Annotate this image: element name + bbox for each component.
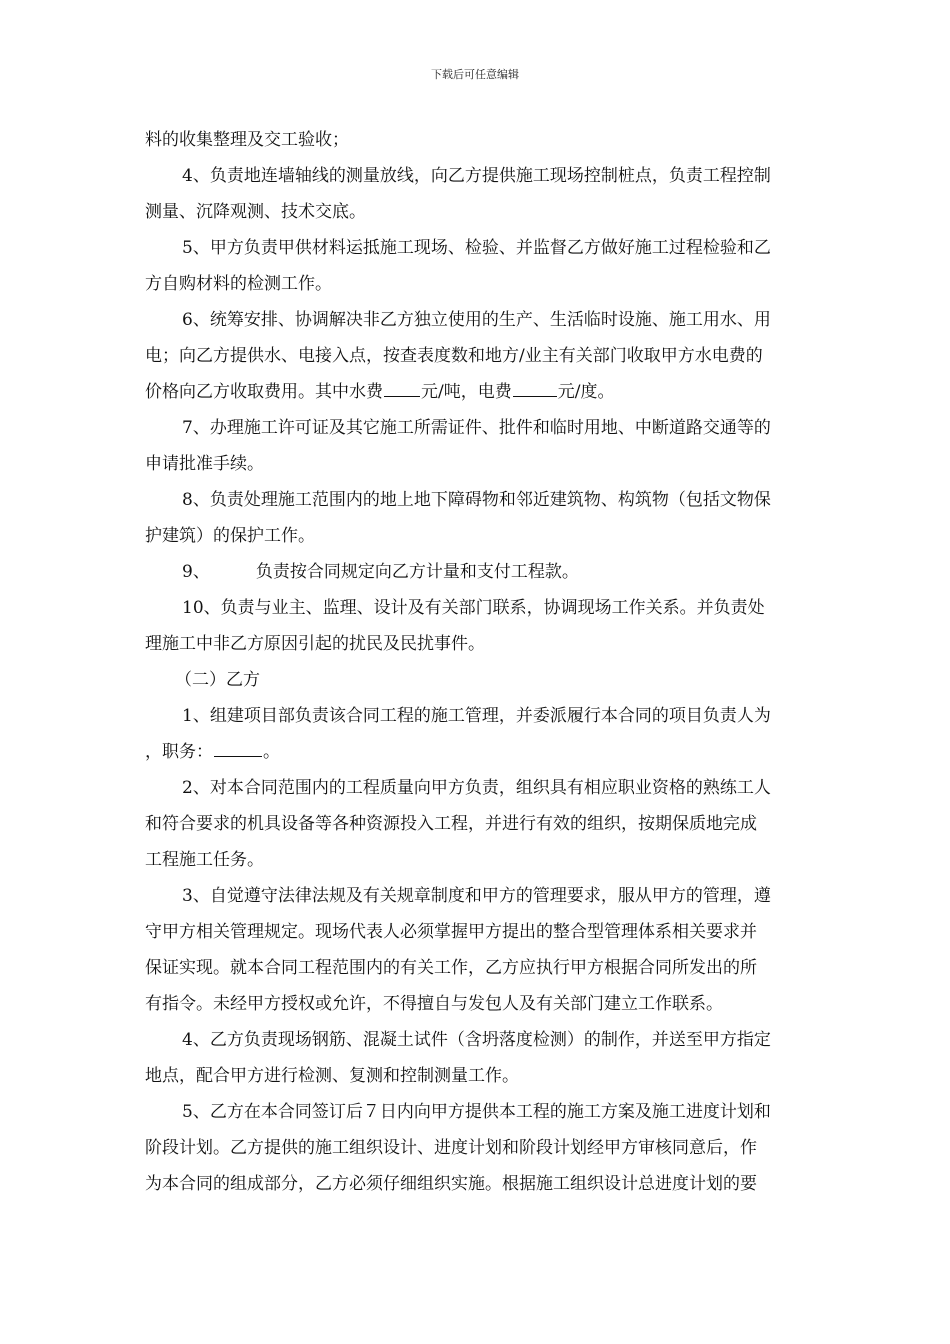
paragraph-line: 1、组建项目部负责该合同工程的施工管理，并委派履行本合同的项目负责人为	[182, 706, 771, 726]
paragraph-line: 为本合同的组成部分，乙方必须仔细组织实施。根据施工组织设计总进度计划的要	[145, 1174, 757, 1194]
paragraph-line: 护建筑）的保护工作。	[145, 526, 315, 546]
paragraph-line: 4、负责地连墙轴线的测量放线，向乙方提供施工现场控制桩点，负责工程控制	[182, 166, 771, 186]
position-blank[interactable]	[214, 738, 262, 757]
paragraph-line: 方自购材料的检测工作。	[145, 274, 332, 294]
water-fee-blank[interactable]	[384, 378, 420, 397]
paragraph-line: 理施工中非乙方原因引起的扰民及民扰事件。	[145, 634, 485, 654]
paragraph-line: 2、对本合同范围内的工程质量向甲方负责，组织具有相应职业资格的熟练工人	[182, 778, 771, 798]
contract-body	[145, 122, 850, 1202]
text-segment: 元/度。	[557, 382, 615, 402]
text-segment: ，职务：	[145, 742, 213, 762]
text-segment: 。	[263, 742, 280, 762]
paragraph-line: 6、统筹安排、协调解决非乙方独立使用的生产、生活临时设施、施工用水、用	[182, 310, 771, 330]
text-segment: 元/吨，电费	[421, 382, 512, 402]
paragraph-line	[145, 554, 850, 590]
paragraph-line	[145, 734, 850, 770]
paragraph-line: 4、乙方负责现场钢筋、混凝土试件（含坍落度检测）的制作，并送至甲方指定	[182, 1030, 771, 1050]
page-header: 下载后可任意编辑	[431, 68, 519, 81]
paragraph-line: 测量、沉降观测、技术交底。	[145, 202, 366, 222]
paragraph-line: 料的收集整理及交工验收；	[145, 130, 349, 150]
paragraph-line: 守甲方相关管理规定。现场代表人必须掌握甲方提出的整合型管理体系相关要求并	[145, 922, 757, 942]
paragraph-line: 5、甲方负责甲供材料运抵施工现场、检验、并监督乙方做好施工过程检验和乙	[182, 238, 771, 258]
paragraph-line: 申请批准手续。	[145, 454, 264, 474]
paragraph-line: 5、乙方在本合同签订后７日内向甲方提供本工程的施工方案及施工进度计划和	[182, 1102, 771, 1122]
paragraph-line: 电；向乙方提供水、电接入点，按查表度数和地方/业主有关部门收取甲方水电费的	[145, 346, 763, 366]
paragraph-line: 阶段计划。乙方提供的施工组织设计、进度计划和阶段计划经甲方审核同意后，作	[145, 1138, 757, 1158]
paragraph-line: 和符合要求的机具设备等各种资源投入工程，并进行有效的组织，按期保质地完成	[145, 814, 757, 834]
paragraph-line: 保证实现。就本合同工程范围内的有关工作，乙方应执行甲方根据合同所发出的所	[145, 958, 757, 978]
electric-fee-blank[interactable]	[513, 378, 557, 397]
paragraph-line	[145, 374, 850, 410]
section-heading: （二）乙方	[175, 670, 260, 690]
text-segment: 负责按合同规定向乙方计量和支付工程款。	[255, 562, 579, 582]
paragraph-line: 工程施工任务。	[145, 850, 264, 870]
paragraph-line: 8、负责处理施工范围内的地上地下障碍物和邻近建筑物、构筑物（包括文物保	[182, 490, 771, 510]
text-segment: 价格向乙方收取费用。其中水费	[145, 382, 383, 402]
text-segment: 9、	[182, 562, 210, 582]
paragraph-line: 地点，配合甲方进行检测、复测和控制测量工作。	[145, 1066, 519, 1086]
paragraph-line: 3、自觉遵守法律法规及有关规章制度和甲方的管理要求，服从甲方的管理，遵	[182, 886, 771, 906]
paragraph-line: 7、办理施工许可证及其它施工所需证件、批件和临时用地、中断道路交通等的	[182, 418, 771, 438]
paragraph-line: 有指令。未经甲方授权或允许，不得擅自与发包人及有关部门建立工作联系。	[145, 994, 723, 1014]
paragraph-line: 10、负责与业主、监理、设计及有关部门联系，协调现场工作关系。并负责处	[182, 598, 765, 618]
